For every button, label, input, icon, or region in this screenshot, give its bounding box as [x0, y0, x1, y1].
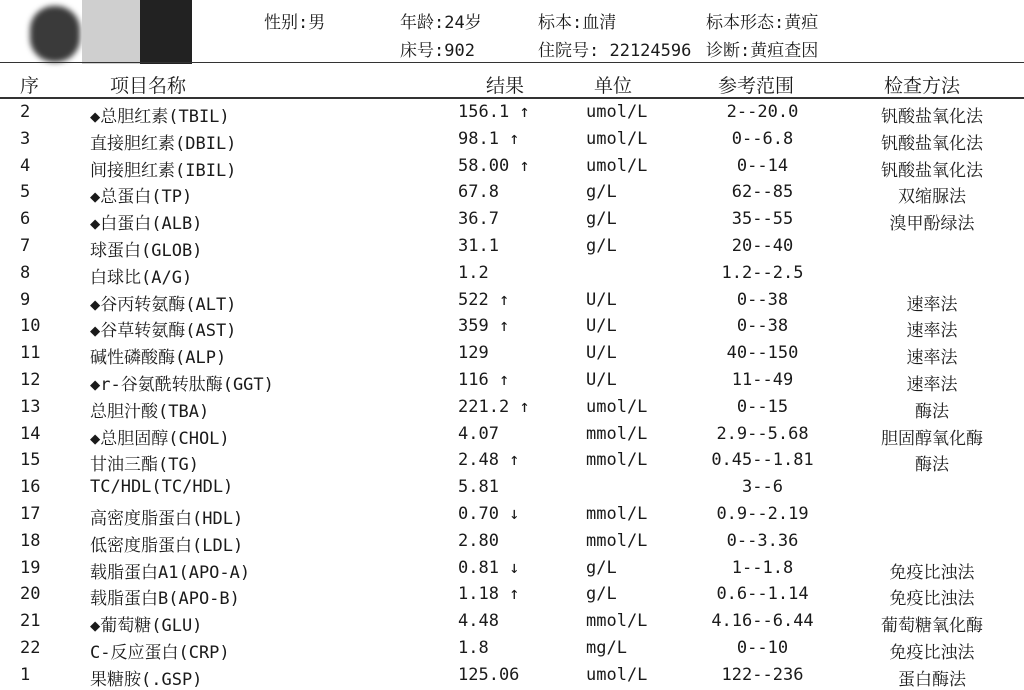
row-number: 17 [20, 503, 41, 524]
result-value: 5.81 [458, 477, 499, 498]
test-name: 载脂蛋白B(APO-B) [90, 589, 240, 610]
redacted-block-gray [82, 0, 140, 64]
unit: umol/L [586, 102, 648, 122]
test-method: 速率法 [906, 321, 958, 342]
result-value: 221.2 ↑ [458, 396, 530, 417]
unit: U/L [586, 343, 617, 364]
result-value: 2.80 [458, 530, 499, 551]
test-name: ◆葡萄糖(GLU) [90, 616, 203, 637]
table-row [0, 314, 1024, 341]
col-header-ref: 参考范围 [718, 75, 795, 97]
result-value: 4.48 [458, 611, 499, 632]
reference-range: 122--236 [721, 664, 804, 685]
result-value: 1.8 [458, 637, 489, 658]
result-value: 58.00 ↑ [458, 155, 530, 176]
row-number: 22 [20, 637, 41, 658]
result-value: 1.2 [458, 262, 489, 283]
result-value: 2.48 ↑ [458, 450, 520, 471]
test-name: ◆白蛋白(ALB) [90, 214, 203, 235]
test-name: ◆谷草转氨酶(AST) [90, 321, 237, 342]
row-number: 4 [20, 155, 31, 176]
reference-range: 0--6.8 [731, 128, 794, 149]
unit: mmol/L [586, 611, 648, 632]
header-divider [0, 62, 1024, 63]
test-method: 速率法 [906, 348, 958, 369]
test-method: 速率法 [906, 294, 958, 315]
table-row [0, 582, 1024, 609]
test-name: 低密度脂蛋白(LDL) [90, 535, 244, 556]
test-name: 白球比(A/G) [90, 267, 193, 288]
table-row [0, 609, 1024, 636]
reference-range: 11--49 [731, 369, 794, 390]
row-number: 9 [20, 289, 31, 310]
table-row [0, 422, 1024, 449]
reference-range: 4.16--6.44 [711, 611, 814, 632]
test-method: 双缩脲法 [898, 187, 966, 208]
test-method: 酶法 [915, 401, 949, 422]
test-name: TC/HDL(TC/HDL) [90, 477, 234, 498]
table-row [0, 261, 1024, 288]
reference-range: 0--38 [736, 289, 789, 310]
test-name: 高密度脂蛋白(HDL) [90, 508, 244, 529]
reference-range: 3--6 [742, 477, 783, 498]
test-name: ◆总胆红素(TBIL) [90, 107, 230, 127]
result-value: 125.06 [458, 664, 520, 685]
result-value: 98.1 ↑ [458, 128, 520, 149]
redacted-block-dark [140, 0, 192, 64]
row-number: 5 [20, 182, 31, 203]
table-row [0, 341, 1024, 368]
unit: mmol/L [586, 530, 648, 551]
unit: mmol/L [586, 423, 648, 444]
result-value: 156.1 ↑ [458, 102, 530, 122]
table-row [0, 180, 1024, 207]
specimen-state-field: 标本形态:黄疸 [706, 13, 819, 33]
row-number: 12 [20, 369, 41, 390]
reference-range: 0--15 [736, 396, 789, 417]
table-row [0, 475, 1024, 502]
test-method: 胆固醇氧化酶 [881, 428, 983, 449]
row-number: 2 [20, 102, 31, 122]
results-table [0, 100, 1024, 690]
test-method: 葡萄糖氧化酶 [881, 616, 983, 637]
table-row [0, 663, 1024, 690]
table-row [0, 502, 1024, 529]
row-number: 10 [20, 316, 41, 337]
unit: umol/L [586, 128, 648, 149]
specimen-field: 标本:血清 [538, 13, 617, 33]
column-header-underline [0, 97, 1024, 99]
table-row [0, 529, 1024, 556]
test-method: 溴甲酚绿法 [889, 214, 975, 235]
admission-number-field: 住院号: 22124596 [538, 41, 692, 61]
test-method: 速率法 [906, 374, 958, 395]
result-value: 0.70 ↓ [458, 503, 520, 524]
table-row [0, 100, 1024, 127]
row-number: 14 [20, 423, 41, 444]
test-name: ◆r-谷氨酰转肽酶(GGT) [90, 374, 274, 395]
reference-range: 40--150 [726, 343, 799, 364]
reference-range: 0--10 [736, 637, 789, 658]
reference-range: 20--40 [731, 235, 794, 256]
unit: g/L [586, 584, 617, 605]
col-header-result: 结果 [486, 75, 525, 97]
result-value: 359 ↑ [458, 316, 510, 337]
row-number: 13 [20, 396, 41, 417]
row-number: 16 [20, 477, 41, 498]
result-value: 1.18 ↑ [458, 584, 520, 605]
table-row [0, 127, 1024, 154]
reference-range: 0--14 [736, 155, 789, 176]
col-header-unit: 单位 [594, 75, 633, 97]
reference-range: 2--20.0 [726, 102, 799, 122]
test-name: ◆总胆固醇(CHOL) [90, 428, 230, 449]
result-value: 0.81 ↓ [458, 557, 520, 578]
test-name: 间接胆红素(IBIL) [90, 160, 237, 181]
row-number: 11 [20, 343, 41, 364]
age-field: 年龄:24岁 [400, 13, 482, 33]
test-method: 钒酸盐氧化法 [881, 133, 983, 154]
unit: U/L [586, 369, 617, 390]
result-value: 522 ↑ [458, 289, 510, 310]
test-method: 钒酸盐氧化法 [881, 160, 983, 181]
row-number: 19 [20, 557, 41, 578]
row-number: 18 [20, 530, 41, 551]
result-value: 116 ↑ [458, 369, 510, 390]
test-name: 总胆汁酸(TBA) [90, 401, 210, 422]
test-method: 免疫比浊法 [889, 589, 975, 610]
unit: umol/L [586, 396, 648, 417]
table-row [0, 556, 1024, 583]
unit: mmol/L [586, 450, 648, 471]
test-method: 蛋白酶法 [898, 669, 966, 690]
test-name: 载脂蛋白A1(APO-A) [90, 562, 251, 583]
test-name: ◆谷丙转氨酶(ALT) [90, 294, 237, 315]
gender-field: 性别:男 [264, 13, 326, 33]
reference-range: 62--85 [731, 182, 794, 203]
test-name: ◆总蛋白(TP) [90, 187, 193, 208]
row-number: 8 [20, 262, 31, 283]
reference-range: 0.9--2.19 [716, 503, 809, 524]
col-header-no: 序 [20, 75, 40, 97]
table-row [0, 234, 1024, 261]
test-method: 酶法 [915, 455, 949, 476]
row-number: 15 [20, 450, 41, 471]
reference-range: 1--1.8 [731, 557, 794, 578]
row-number: 20 [20, 584, 41, 605]
row-number: 3 [20, 128, 31, 149]
row-number: 6 [20, 209, 31, 230]
diagnosis-field: 诊断:黄疸查因 [706, 41, 819, 61]
row-number: 7 [20, 235, 31, 256]
test-name: C-反应蛋白(CRP) [90, 642, 230, 663]
unit: umol/L [586, 155, 648, 176]
reference-range: 2.9--5.68 [716, 423, 809, 444]
table-row [0, 395, 1024, 422]
test-name: 直接胆红素(DBIL) [90, 133, 237, 154]
unit: U/L [586, 289, 617, 310]
reference-range: 35--55 [731, 209, 794, 230]
test-name: 甘油三酯(TG) [90, 455, 199, 476]
unit: mg/L [586, 637, 627, 658]
unit: g/L [586, 235, 617, 256]
result-value: 67.8 [458, 182, 499, 203]
bed-field: 床号:902 [400, 41, 475, 61]
test-name: 球蛋白(GLOB) [90, 240, 203, 261]
test-method: 钒酸盐氧化法 [881, 107, 983, 127]
reference-range: 1.2--2.5 [721, 262, 804, 283]
test-method: 免疫比浊法 [889, 642, 975, 663]
unit: g/L [586, 209, 617, 230]
unit: umol/L [586, 664, 648, 685]
test-method: 免疫比浊法 [889, 562, 975, 583]
table-row [0, 154, 1024, 181]
result-value: 36.7 [458, 209, 499, 230]
reference-range: 0--38 [736, 316, 789, 337]
reference-range: 0.45--1.81 [711, 450, 814, 471]
table-row [0, 288, 1024, 315]
unit: g/L [586, 182, 617, 203]
reference-range: 0.6--1.14 [716, 584, 809, 605]
test-name: 果糖胺(.GSP) [90, 669, 203, 690]
reference-range: 0--3.36 [726, 530, 799, 551]
unit: U/L [586, 316, 617, 337]
table-row [0, 636, 1024, 663]
table-row [0, 368, 1024, 395]
row-number: 1 [20, 664, 31, 685]
col-header-name: 项目名称 [110, 75, 187, 97]
result-value: 31.1 [458, 235, 499, 256]
result-value: 129 [458, 343, 489, 364]
redacted-patient-name [30, 6, 80, 62]
row-number: 21 [20, 611, 41, 632]
table-row [0, 207, 1024, 234]
unit: mmol/L [586, 503, 648, 524]
unit: g/L [586, 557, 617, 578]
col-header-method: 检查方法 [884, 75, 961, 97]
table-row [0, 448, 1024, 475]
test-name: 碱性磷酸酶(ALP) [90, 348, 227, 369]
result-value: 4.07 [458, 423, 499, 444]
